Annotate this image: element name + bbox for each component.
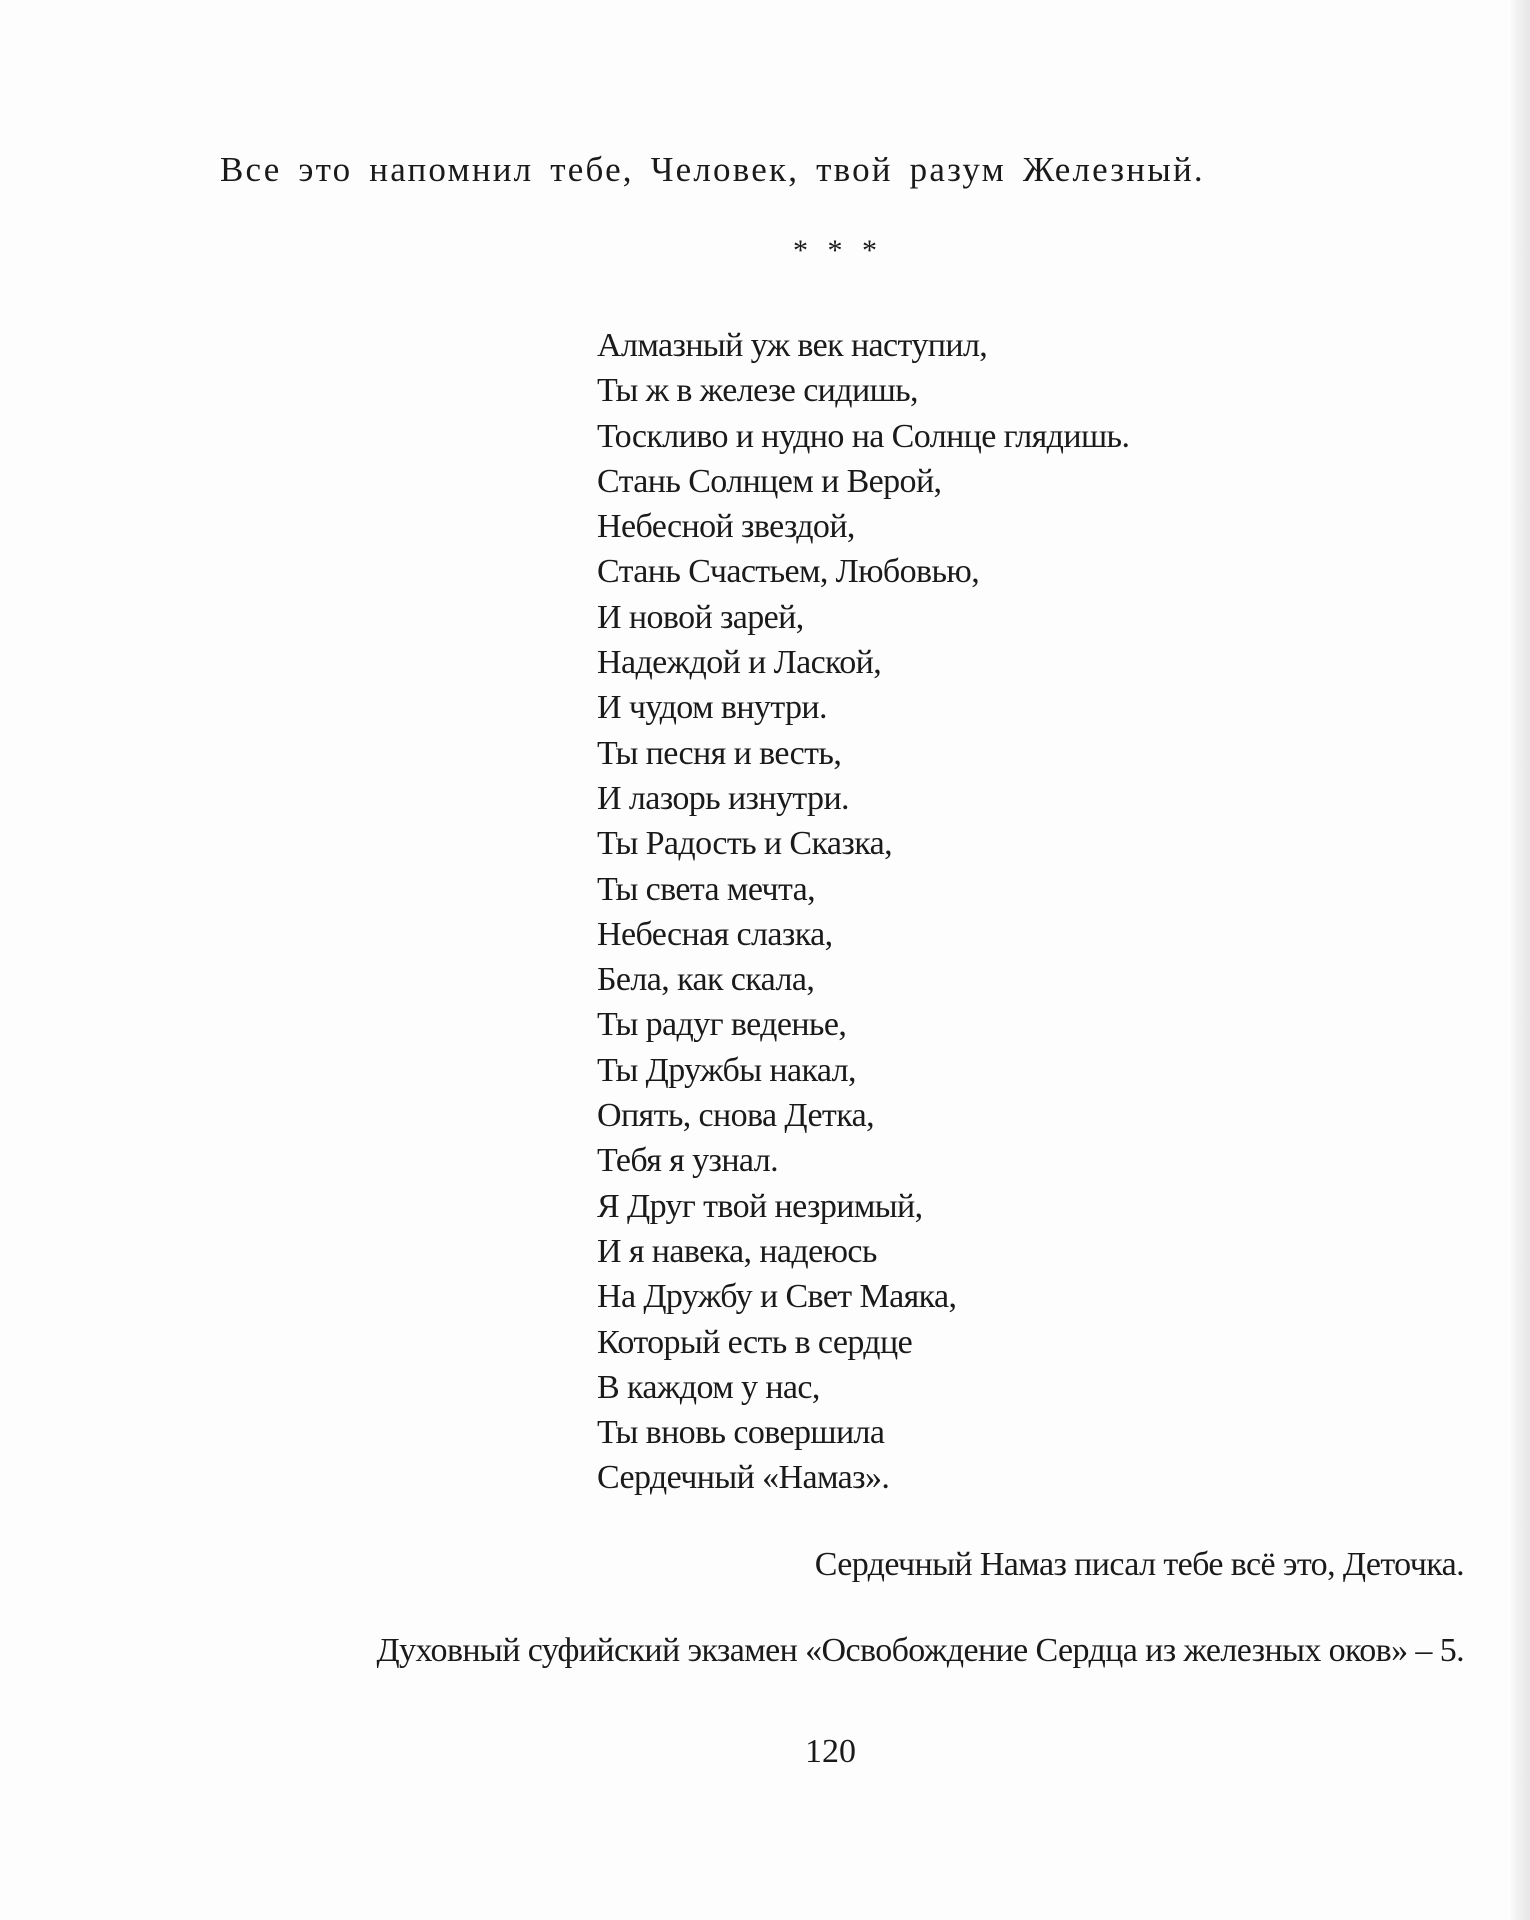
poem-line: Бела, как скала, (597, 961, 815, 999)
poem-line: Тоскливо и нудно на Солнце глядишь. (597, 417, 1130, 455)
poem-line: И чудом внутри. (597, 689, 827, 727)
poem-line: Сердечный «Намаз». (597, 1459, 890, 1497)
poem-line: Небесная слазка, (597, 915, 833, 953)
poem-line: Стань Счастьем, Любовью, (597, 553, 980, 591)
page-number: 120 (805, 1733, 856, 1770)
poem-line: Ты ж в железе сидишь, (597, 372, 918, 410)
poem (597, 323, 1129, 1501)
poem-line: Ты песня и весть, (597, 734, 842, 772)
exam-title: Духовный суфийский экзамен «Освобождение Сердца из железных оков» – 5. (376, 1632, 1464, 1669)
poem-line: Ты радуг веденье, (597, 1006, 847, 1044)
poem-line: Небесной звездой, (597, 508, 855, 546)
poem-line: Опять, снова Детка, (597, 1097, 874, 1135)
poem-line: В каждом у нас, (597, 1368, 820, 1406)
poem-signature: Сердечный Намаз писал тебе всё это, Деточка. (814, 1546, 1464, 1583)
poem-line: Алмазный уж век наступил, (597, 327, 988, 364)
intro-line: Все это напомнил тебе, Человек, твой разум Железный. (220, 150, 1205, 189)
poem-line: На Дружбу и Свет Маяка, (597, 1278, 957, 1316)
poem-line: Ты вновь совершила (597, 1414, 885, 1452)
poem-line: Который есть в сердце (597, 1323, 913, 1361)
poem-line: И я навека, надеюсь (597, 1232, 877, 1270)
poem-line: Надеждой и Лаской, (597, 644, 882, 682)
poem-line: И лазорь изнутри. (597, 779, 849, 817)
poem-line: Стань Солнцем и Верой, (597, 462, 942, 500)
poem-line: И новой зарей, (597, 598, 804, 636)
poem-line: Тебя я узнал. (597, 1142, 778, 1180)
page-edge-shadow (1508, 0, 1530, 1920)
poem-line: Ты Радость и Сказка, (597, 825, 893, 863)
poem-line: Я Друг твой незримый, (597, 1187, 923, 1225)
poem-line: Ты света мечта, (597, 870, 816, 908)
section-separator: * * * (793, 234, 883, 267)
poem-line: Ты Дружбы накал, (597, 1051, 856, 1089)
